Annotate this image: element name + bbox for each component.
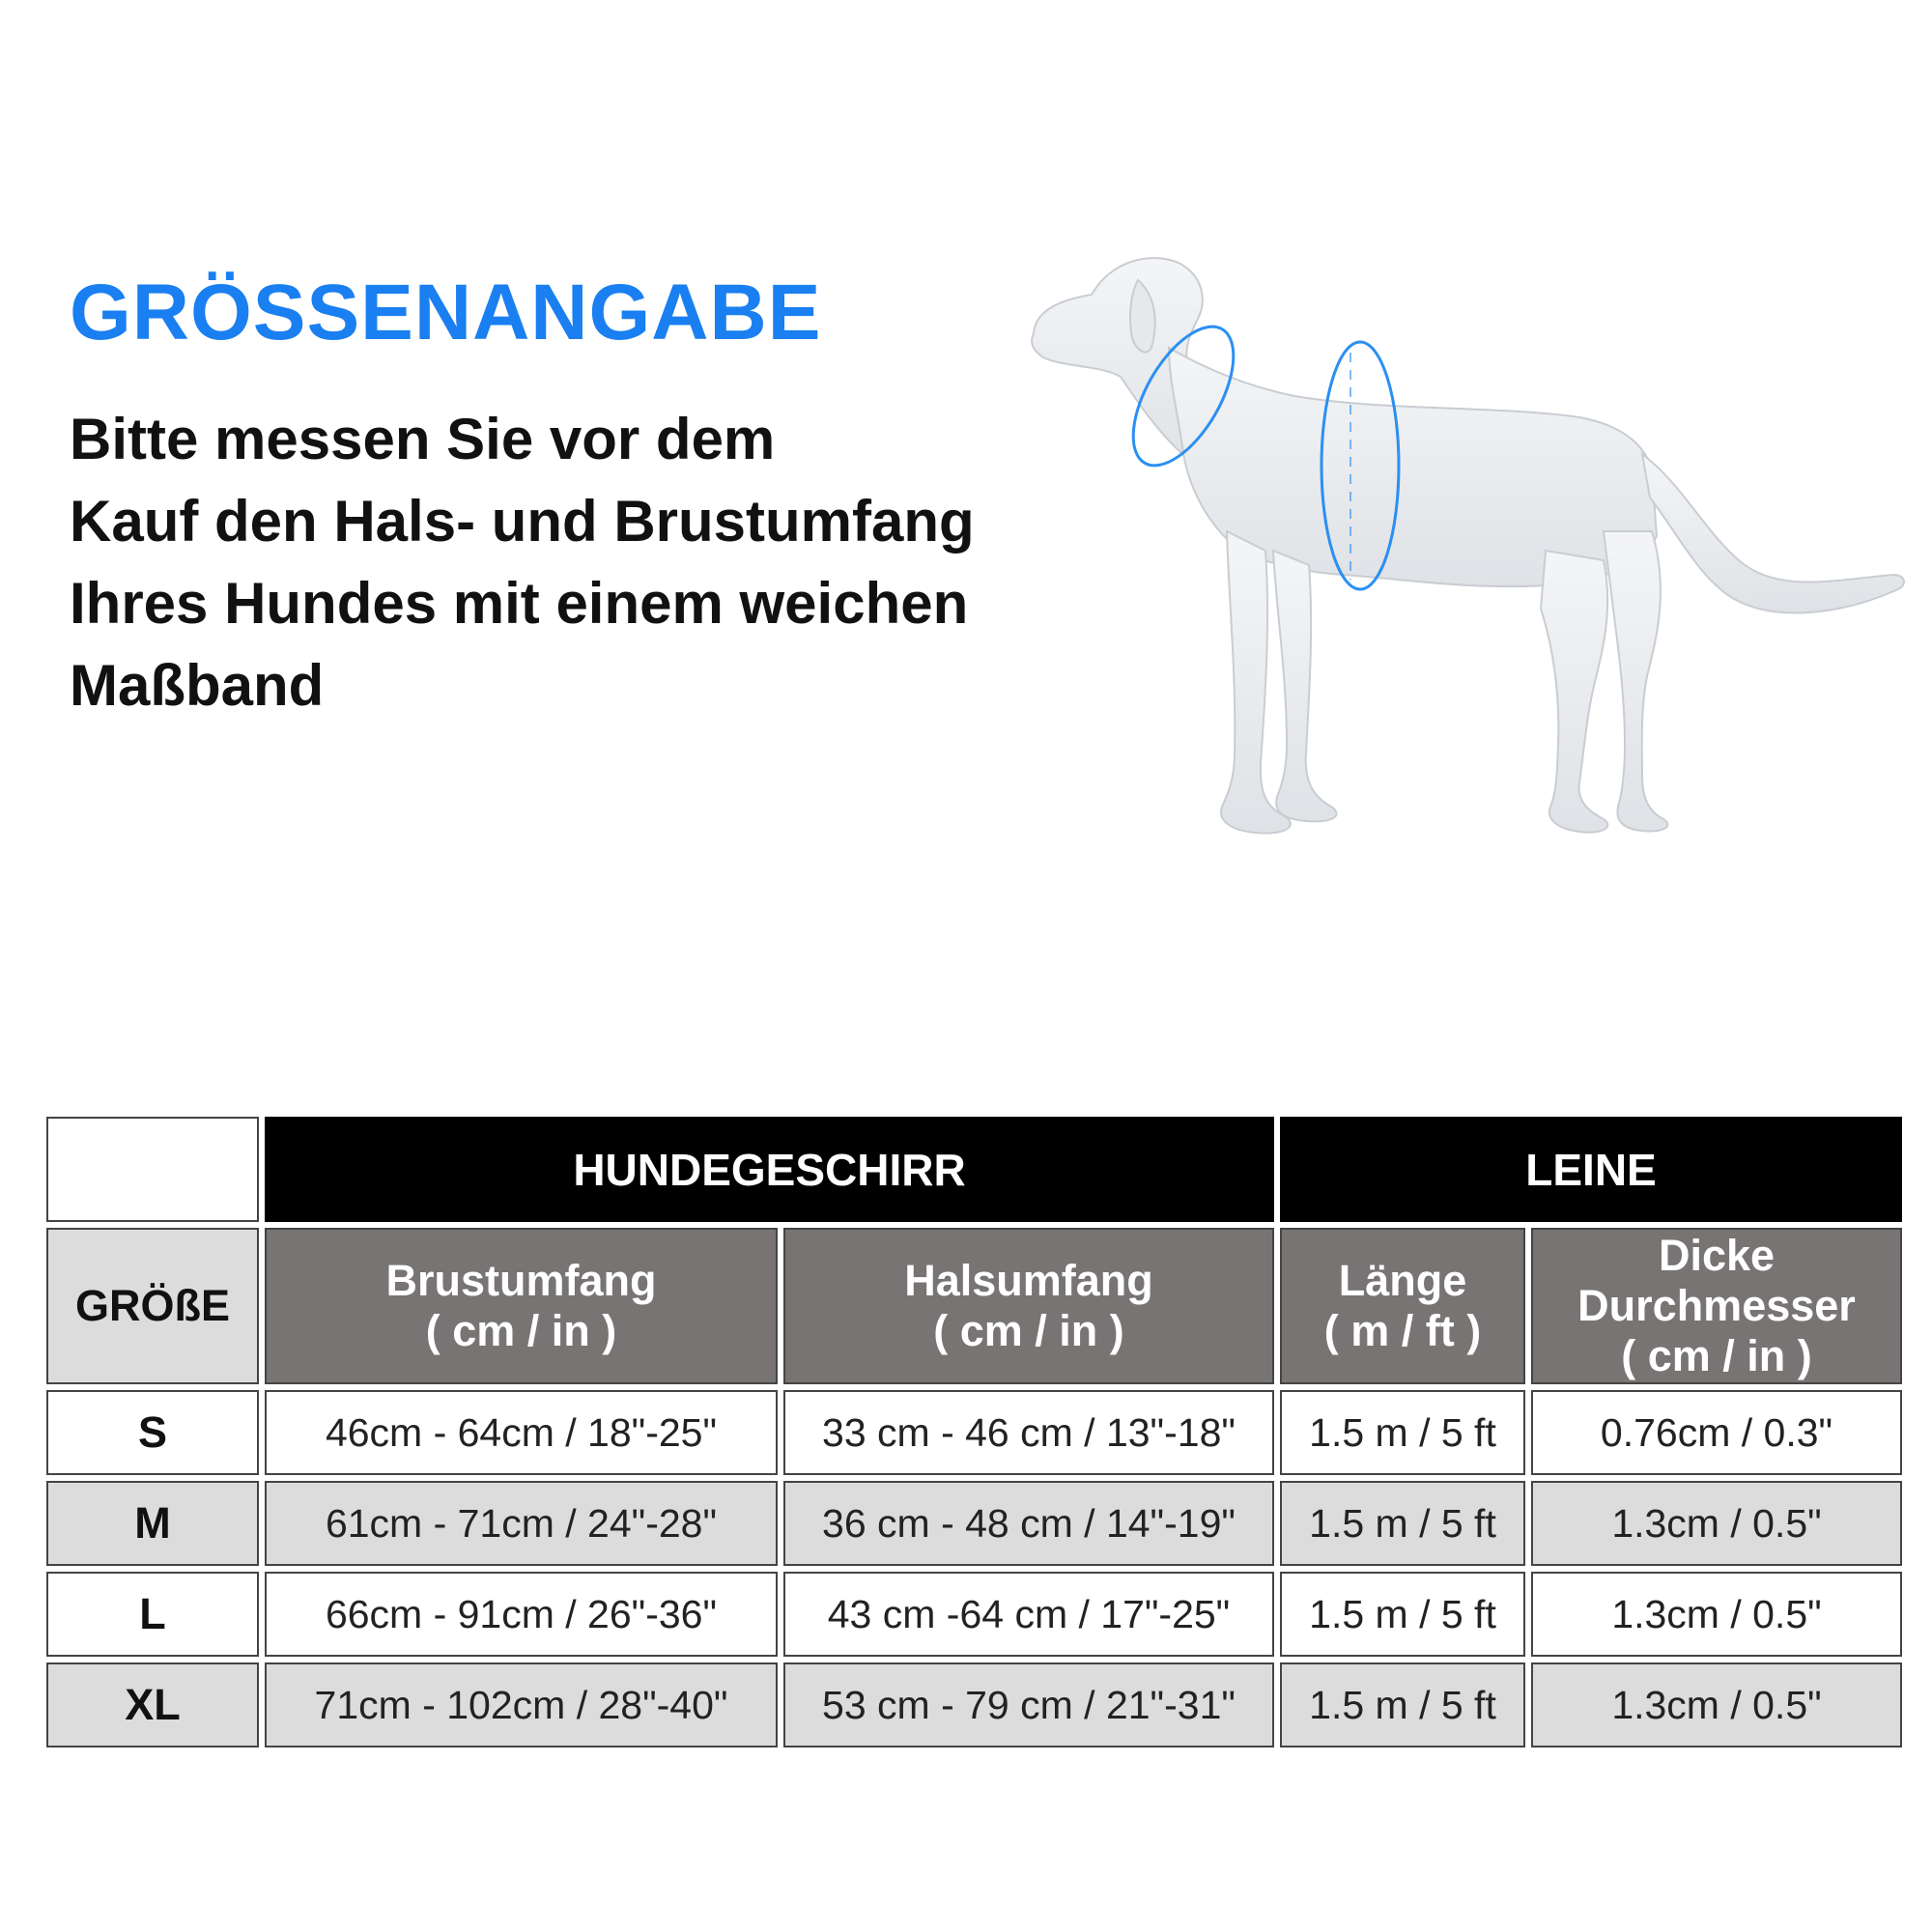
thickness-value: 1.3cm / 0.5" (1531, 1662, 1902, 1747)
thickness-value: 1.3cm / 0.5" (1531, 1481, 1902, 1566)
table-row (46, 1572, 1902, 1657)
size-chart-table (41, 1111, 1908, 1753)
size-header: GRÖßE (46, 1228, 259, 1384)
intro-line: Kauf den Hals- und Brustumfang (70, 489, 975, 554)
column-name: Brustumfang (385, 1256, 657, 1305)
intro-line: Maßband (70, 653, 325, 718)
table-row (46, 1662, 1902, 1747)
intro-text (70, 398, 1190, 726)
chest-value: 66cm - 91cm / 26"-36" (265, 1572, 778, 1657)
column-name-line1: Dicke (1658, 1231, 1776, 1280)
column-header-thickness (1531, 1228, 1902, 1384)
neck-value: 36 cm - 48 cm / 14"-19" (783, 1481, 1274, 1566)
dog-mannequin-illustration (1024, 242, 1913, 869)
neck-value: 43 cm -64 cm / 17"-25" (783, 1572, 1274, 1657)
size-label: XL (46, 1662, 259, 1747)
column-header-length (1280, 1228, 1525, 1384)
column-unit: ( cm / in ) (425, 1306, 617, 1355)
thickness-value: 1.3cm / 0.5" (1531, 1572, 1902, 1657)
group-header-row (46, 1117, 1902, 1222)
size-label: L (46, 1572, 259, 1657)
column-header-chest (265, 1228, 778, 1384)
empty-corner-cell (46, 1117, 259, 1222)
intro-line: Ihres Hundes mit einem weichen (70, 571, 969, 636)
table-row (46, 1390, 1902, 1475)
column-unit: ( m / ft ) (1323, 1306, 1482, 1355)
neck-value: 53 cm - 79 cm / 21"-31" (783, 1662, 1274, 1747)
neck-value: 33 cm - 46 cm / 13"-18" (783, 1390, 1274, 1475)
size-label: S (46, 1390, 259, 1475)
dog-body (1032, 258, 1904, 833)
column-name: Länge (1338, 1256, 1467, 1305)
column-unit: ( cm / in ) (933, 1306, 1124, 1355)
column-header-row (46, 1228, 1902, 1384)
chest-value: 46cm - 64cm / 18"-25" (265, 1390, 778, 1475)
table-row (46, 1481, 1902, 1566)
intro-line: Bitte messen Sie vor dem (70, 407, 776, 471)
chest-value: 61cm - 71cm / 24"-28" (265, 1481, 778, 1566)
column-name: Halsumfang (904, 1256, 1153, 1305)
group-header-leash: LEINE (1280, 1117, 1902, 1222)
page-title: GRÖSSENANGABE (70, 269, 822, 356)
group-header-harness: HUNDEGESCHIRR (265, 1117, 1274, 1222)
length-value: 1.5 m / 5 ft (1280, 1481, 1525, 1566)
length-value: 1.5 m / 5 ft (1280, 1390, 1525, 1475)
size-label: M (46, 1481, 259, 1566)
column-name-line2: Durchmesser (1577, 1281, 1856, 1330)
chest-value: 71cm - 102cm / 28"-40" (265, 1662, 778, 1747)
length-value: 1.5 m / 5 ft (1280, 1662, 1525, 1747)
length-value: 1.5 m / 5 ft (1280, 1572, 1525, 1657)
column-unit: ( cm / in ) (1621, 1331, 1812, 1380)
column-header-neck (783, 1228, 1274, 1384)
thickness-value: 0.76cm / 0.3" (1531, 1390, 1902, 1475)
